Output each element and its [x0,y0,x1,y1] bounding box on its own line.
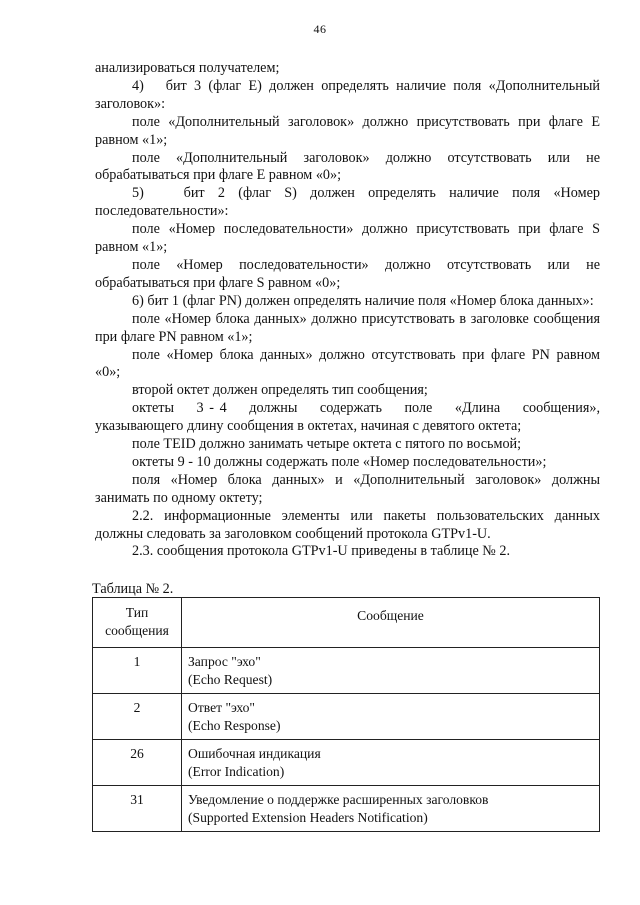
paragraph: поле «Номер последовательности» должно присутствовать при флаге S равном «1»; [95,221,600,256]
paragraph: поле «Номер последовательности» должно отсутствовать или не обрабатываться при флаге S равном «0»; [95,256,600,291]
message-type-cell: 26 [93,740,182,786]
paragraph: октеты 3 - 4 должны содержать поле «Длина сообщения», указывающего длину сообщения в октетах, начиная с девятого октета; [95,400,600,435]
paragraph: поле TEID должно занимать четыре октета с пятого по восьмой; [132,436,522,453]
message-cell [182,648,600,694]
message-type-cell: 31 [93,786,182,832]
message-name-ru: Запрос "эхо" [188,654,261,669]
table-row [93,740,600,786]
paragraph: поля «Номер блока данных» и «Дополнительный заголовок» должны занимать по одному октету; [95,471,600,506]
message-name-en: (Echo Response) [188,717,281,733]
paragraph: анализироваться получателем; [95,60,280,76]
table-row [93,648,600,694]
message-type-cell: 1 [93,648,182,694]
paragraph: 4) бит 3 (флаг E) должен определять наличие поля «Дополнительный заголовок»: [95,77,600,112]
message-name-ru: Ошибочная индикация [188,746,321,761]
message-type-cell: 2 [93,694,182,740]
table-header-row [93,598,600,648]
paragraph: поле «Номер блока данных» должно присутствовать в заголовке сообщения при флаге PN равном «1»; [95,310,600,345]
message-name-en: (Supported Extension Headers Notification) [188,809,428,825]
message-cell [182,740,600,786]
paragraph: поле «Дополнительный заголовок» должно присутствовать при флаге E равном «1»; [95,113,600,148]
table-caption: Таблица № 2. [92,581,174,597]
paragraph: 2.3. сообщения протокола GTPv1-U приведены в таблице № 2. [132,543,511,560]
table-row [93,694,600,740]
header-message: Сообщение [182,598,600,648]
message-name-en: (Error Indication) [188,763,285,779]
paragraph: октеты 9 - 10 должны содержать поле «Номер последовательности»; [132,453,547,470]
message-name-ru: Уведомление о поддержке расширенных заголовков [188,792,489,807]
messages-table [92,597,600,832]
message-name-ru: Ответ "эхо" [188,700,255,715]
header-message-type: Тип сообщения [93,598,182,648]
message-cell [182,786,600,832]
paragraph: поле «Номер блока данных» должно отсутствовать при флаге PN равном «0»; [95,346,600,381]
message-name-en: (Echo Request) [188,671,273,687]
paragraph: 5) бит 2 (флаг S) должен определять наличие поля «Номер последовательности»: [95,185,600,220]
paragraph: поле «Дополнительный заголовок» должно отсутствовать или не обрабатываться при флаге E равном «0»; [95,149,600,184]
paragraph: 6) бит 1 (флаг PN) должен определять наличие поля «Номер блока данных»: [132,292,594,309]
page-number: 46 [313,22,327,36]
body-text [95,60,600,561]
table-row [93,786,600,832]
paragraph: второй октет должен определять тип сообщения; [132,382,428,399]
paragraph: 2.2. информационные элементы или пакеты пользовательских данных должны следовать за заголовком сообщений протокола GTPv1-U. [95,507,600,542]
message-cell [182,694,600,740]
